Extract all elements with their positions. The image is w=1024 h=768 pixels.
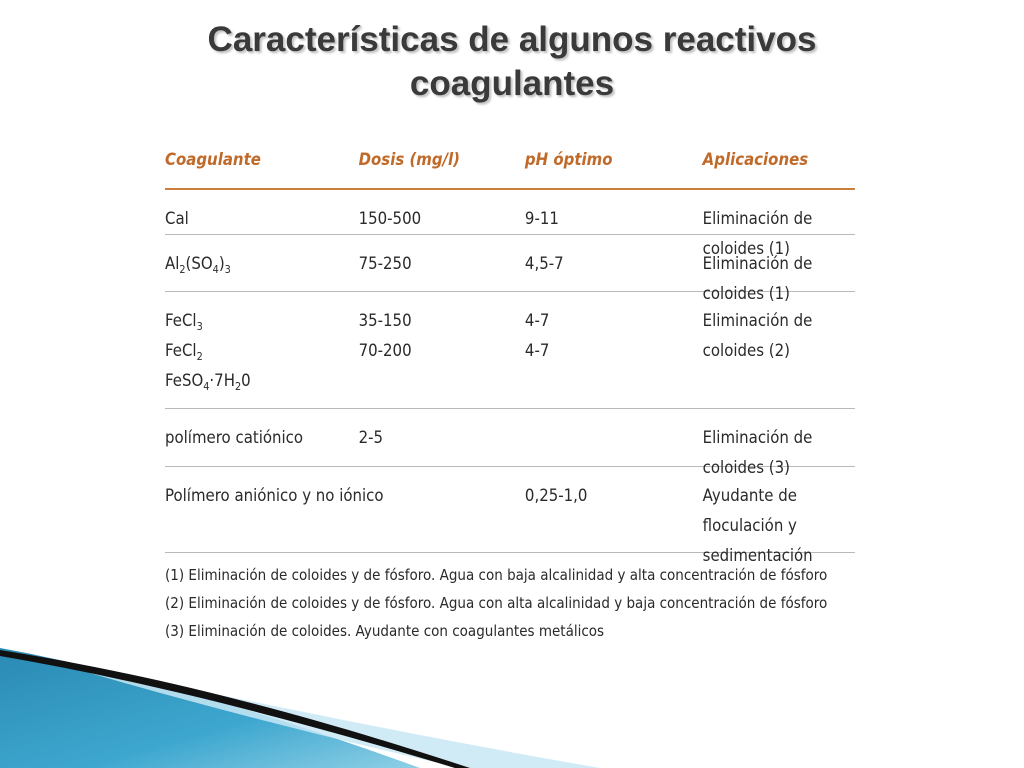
table-row (165, 190, 855, 259)
cell-dosis: 2-5 (358, 428, 384, 448)
slide-title-line-1: Características de algunos reactivos (207, 20, 817, 59)
cell-ph: 9-11 (524, 209, 559, 229)
table-row (165, 235, 855, 304)
table-row (165, 467, 855, 566)
cell-ph: 4,5-7 (524, 254, 564, 274)
ph-line: 4-7 (524, 341, 550, 361)
table-row (165, 292, 855, 409)
cell-dosis: 150-500 (358, 209, 422, 229)
slide-title (0, 18, 1024, 106)
cell-aplicaciones (703, 481, 855, 571)
dosis-line: 70-200 (358, 341, 412, 361)
cell-aplicaciones: Eliminación de coloides (1) (702, 209, 813, 259)
cell-coagulante: Polímero aniónico y no iónico (165, 486, 384, 506)
cell-coagulante: Cal (165, 209, 189, 229)
cell-aplicaciones: Eliminación de coloides (1) (702, 254, 813, 304)
cell-ph (525, 306, 549, 366)
table-footnotes (165, 561, 867, 645)
cell-dosis (359, 306, 412, 366)
coagulants-table (165, 140, 855, 566)
cell-coagulante: $Al_2(SO_4)_3$ (165, 254, 231, 276)
footnote: (3) Eliminación de coloides. Ayudante con coagulantes metálicos (165, 622, 605, 640)
aplicaciones-line: floculación y sedimentación (702, 516, 813, 566)
dosis-line: 35-150 (358, 311, 412, 331)
decorative-swoosh (0, 640, 1024, 768)
header-coagulante: Coagulante (165, 150, 261, 170)
coagulante-line: FeCl$_3$ (165, 311, 203, 333)
cell-dosis: 75-250 (358, 254, 412, 274)
header-ph: pH óptimo (524, 150, 613, 170)
slide-title-line-2: coagulantes (409, 64, 615, 103)
cell-ph: 0,25-1,0 (524, 486, 588, 506)
aplicaciones-line: Ayudante de (702, 486, 797, 506)
coagulante-line: FeCl$_2$ (165, 341, 203, 363)
header-aplicaciones: Aplicaciones (702, 150, 809, 170)
header-dosis: Dosis (mg/l) (358, 150, 461, 170)
coagulante-line: $FeSO_4\cdot 7H_20$ (165, 371, 251, 393)
cell-aplicaciones: Eliminación de coloides (3) (702, 428, 813, 478)
footnote: (1) Eliminación de coloides y de fósforo. Agua con baja alcalinidad y alta concentración de fósforo (165, 566, 828, 584)
table-row (165, 409, 855, 478)
table-header-row (165, 140, 855, 190)
ph-line: 4-7 (524, 311, 550, 331)
cell-aplicaciones: Eliminación de coloides (2) (702, 311, 813, 361)
footnote: (2) Eliminación de coloides y de fósforo. Agua con alta alcalinidad y baja concentración de fósforo (165, 594, 828, 612)
cell-coagulante (165, 306, 251, 396)
cell-coagulante: polímero catiónico (165, 428, 304, 448)
